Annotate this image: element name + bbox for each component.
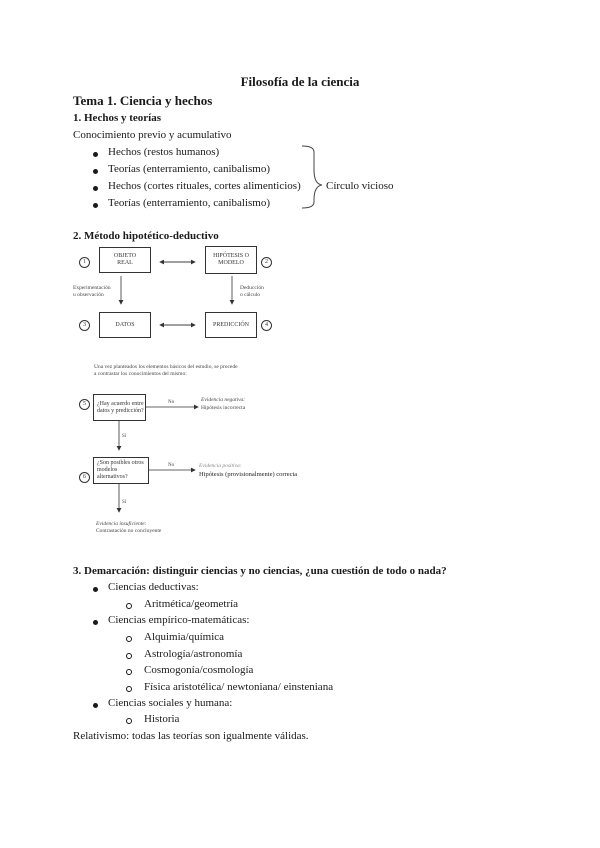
list-item — [0, 697, 600, 713]
no-label: No — [168, 400, 175, 405]
datos-label: DATOS — [115, 321, 135, 328]
q1-line1: ¿Hay acuerdo entre — [97, 400, 144, 407]
list-item — [0, 614, 600, 630]
conclusion-text: Relativismo: todas las teorías son igualmente válidas. — [73, 730, 309, 742]
list-item-text: Hechos (cortes rituales, cortes alimenticios) — [108, 180, 301, 192]
objeto-real-box — [99, 247, 151, 273]
page-title: Filosofía de la ciencia — [240, 74, 360, 89]
list-item — [0, 598, 600, 614]
list-item — [0, 713, 600, 729]
list-item — [0, 631, 600, 647]
list-item-text: Física aristotélica/ newtoniana/ einsteniana — [144, 681, 334, 693]
list-item-text: Ciencias sociales y humana: — [108, 697, 233, 709]
list-item-text: Teorías (enterramiento, canibalismo) — [108, 163, 271, 175]
si-label: Sí — [122, 500, 127, 505]
list-item-text: Ciencias deductivas: — [108, 581, 199, 593]
objeto-real-label: OBJETO REAL — [113, 253, 137, 266]
pos-line1: Evidencia positiva: — [199, 463, 242, 469]
q1-line2: datos y predicción? — [97, 407, 144, 414]
ded-line1: Deducción — [240, 285, 264, 291]
list-item — [0, 681, 600, 697]
step-number: 4 — [261, 320, 272, 331]
bracket-label: Círculo vicioso — [326, 180, 394, 192]
neg-line2: Hipótesis incorrecta — [201, 405, 246, 411]
step-number: 5 — [79, 399, 90, 410]
section1-intro: Conocimiento previo y acumulativo — [73, 129, 232, 141]
hollow-bullet-icon — [126, 669, 132, 675]
list-item-text: Cosmogonía/cosmología — [144, 664, 254, 676]
list-item-text: Astrología/astronomía — [144, 648, 243, 660]
question2-box — [93, 457, 149, 484]
step-number: 3 — [79, 320, 90, 331]
ins-line2: Contrastación no concluyente — [96, 528, 162, 534]
hollow-bullet-icon — [126, 603, 132, 609]
list-item — [0, 664, 600, 680]
exp-line1: Experimentación — [73, 285, 111, 291]
step-number: 2 — [261, 257, 272, 268]
hollow-bullet-icon — [126, 653, 132, 659]
flow-intro-line1: Una vez planteados los elementos básicos del estudio, se procede — [94, 364, 238, 370]
hipotesis-box — [205, 246, 257, 274]
hollow-bullet-icon — [126, 636, 132, 642]
bullet-icon — [93, 587, 98, 592]
flow-intro-line2: a contrastar los conocimientos del mismo: — [94, 371, 187, 377]
section3-heading: 3. Demarcación: distinguir ciencias y no ciencias, ¿una cuestión de todo o nada? — [73, 565, 447, 577]
ins-line1: Evidencia insuficiente: — [96, 521, 147, 527]
hollow-bullet-icon — [126, 718, 132, 724]
pos-line2: Hipótesis (provisionalmente) correcta — [199, 471, 298, 478]
list-item-text: Ciencias empírico-matemáticas: — [108, 614, 250, 626]
no-label: No — [168, 463, 175, 468]
list-item-text: Historia — [144, 713, 180, 725]
list-item-text: Alquimia/química — [144, 631, 225, 643]
exp-line2: u observación — [73, 292, 104, 298]
list-item-text: Hechos (restos humanos) — [108, 146, 220, 158]
list-item-text: Teorías (enterramiento, canibalismo) — [108, 197, 271, 209]
bullet-icon — [93, 703, 98, 708]
section2-heading: 2. Método hipotético-deductivo — [73, 230, 219, 242]
q2-line1: ¿Son posibles otros — [97, 460, 144, 466]
datos-box — [99, 312, 151, 338]
neg-line1: Evidencia negativa: — [201, 397, 246, 403]
prediccion-box — [205, 312, 257, 338]
step-number: 1 — [79, 257, 90, 268]
list-item-text: Aritmética/geometría — [144, 598, 239, 610]
q2-line2: modelos alternativos? — [97, 467, 128, 480]
list-item — [0, 581, 600, 597]
bullet-icon — [93, 620, 98, 625]
si-label: Sí — [122, 434, 127, 439]
hollow-bullet-icon — [126, 686, 132, 692]
hipotesis-label: HIPÓTESIS O MODELO — [213, 253, 249, 266]
question1-box — [93, 394, 146, 421]
topic-heading: Tema 1. Ciencia y hechos — [73, 93, 213, 108]
list-item — [0, 648, 600, 664]
prediccion-label: PREDICCIÓN — [212, 321, 249, 328]
section1-heading: 1. Hechos y teorías — [73, 112, 161, 124]
ded-line2: o cálculo — [240, 292, 261, 298]
step-number: 6 — [79, 472, 90, 483]
